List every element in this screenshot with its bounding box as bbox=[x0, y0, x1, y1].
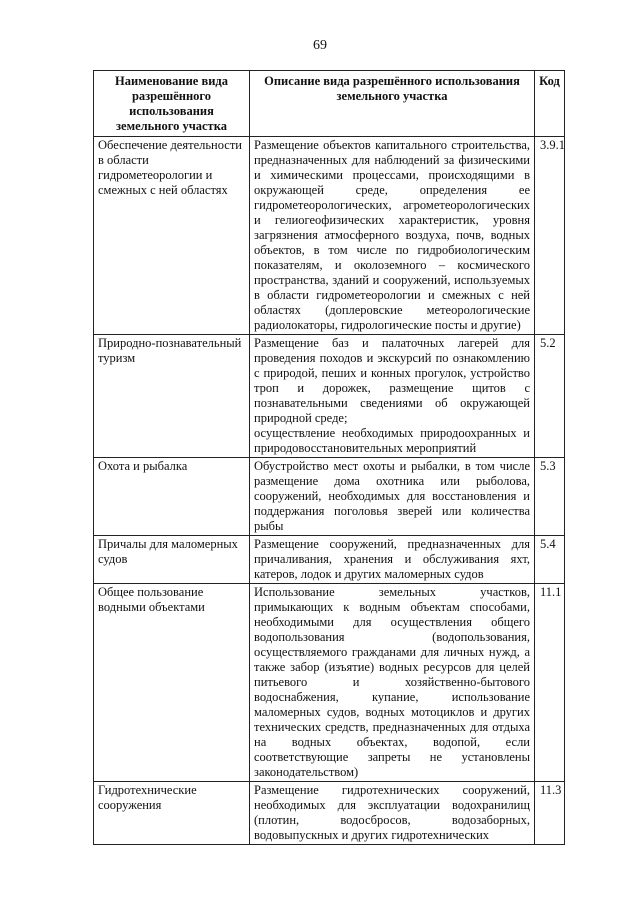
description-paragraph: Размещение гидротехнических сооружений, необходимых для эксплуатации водохранилищ (плотин, водосбросов, водозаборных, водовыпускных и других гидротехнических bbox=[254, 783, 530, 842]
description-paragraph: Обустройство мест охоты и рыбалки, в том числе размещение дома охотника или рыболова, сооружений, необходимых для восстановления и поддержания поголовья зверей или количества рыбы bbox=[254, 459, 530, 533]
row-code: 3.9.1 bbox=[535, 137, 565, 335]
table-row bbox=[94, 137, 565, 335]
row-name: Природно-познавательный туризм bbox=[94, 335, 250, 458]
row-name: Общее пользование водными объектами bbox=[94, 584, 250, 782]
row-description bbox=[250, 536, 535, 584]
row-description bbox=[250, 458, 535, 536]
row-description bbox=[250, 137, 535, 335]
row-name: Гидротехнические сооружения bbox=[94, 782, 250, 845]
row-name: Причалы для маломерных судов bbox=[94, 536, 250, 584]
description-paragraph: Использование земельных участков, примыкающих к водным объектам способами, необходимыми для осуществления общего водопользования (водопользования, осуществляемого гражданами для личных нужд, а также забор (изъятие) водных ресурсов для целей питьевого и хозяйственно-бытового водоснабжения, купание, использование маломерных судов, водных мотоциклов и других технических средств, предназначенных для отдыха на водных объектах, водопой, если соответствующие запреты не установлены законодательством) bbox=[254, 585, 530, 779]
row-description bbox=[250, 584, 535, 782]
table-row bbox=[94, 458, 565, 536]
row-name: Обеспечение деятельности в области гидрометеорологии и смежных с ней областях bbox=[94, 137, 250, 335]
description-paragraph: Размещение сооружений, предназначенных для причаливания, хранения и обслуживания яхт, катеров, лодок и других маломерных судов bbox=[254, 537, 530, 581]
page-number: 69 bbox=[313, 38, 327, 53]
table-row bbox=[94, 584, 565, 782]
table-row bbox=[94, 335, 565, 458]
table-header-row bbox=[94, 71, 565, 137]
header-code: Код bbox=[535, 71, 565, 137]
row-code: 5.4 bbox=[535, 536, 565, 584]
header-description: Описание вида разрешённого использования земельного участка bbox=[250, 71, 535, 137]
row-code: 5.3 bbox=[535, 458, 565, 536]
table-row bbox=[94, 536, 565, 584]
land-use-table bbox=[93, 70, 565, 845]
row-description bbox=[250, 335, 535, 458]
description-paragraph: Размещение объектов капитального строительства, предназначенных для наблюдений за физическими и химическими процессами, происходящими в окружающей среде, определения ее гидрометеорологических, агрометеорологических и гелиогеофизических характеристик, уровня загрязнения атмосферного воздуха, почв, водных объектов, в том числе по гидробиологическим показателям, и околоземного – космического пространства, зданий и сооружений, используемых в области гидрометеорологии и смежных с ней областях (доплеровские метеорологические радиолокаторы, гидрологические посты и другие) bbox=[254, 138, 530, 332]
row-code: 5.2 bbox=[535, 335, 565, 458]
row-name: Охота и рыбалка bbox=[94, 458, 250, 536]
description-paragraph: осуществление необходимых природоохранных и природовосстановительных мероприятий bbox=[254, 426, 530, 455]
row-code: 11.1 bbox=[535, 584, 565, 782]
row-description bbox=[250, 782, 535, 845]
description-paragraph: Размещение баз и палаточных лагерей для проведения походов и экскурсий по ознакомлению с природой, пеших и конных прогулок, устройство троп и дорожек, размещение щитов с познавательными сведениями об окружающей природной среде; bbox=[254, 336, 530, 425]
header-name: Наименование вида разрешённого использования земельного участка bbox=[94, 71, 250, 137]
table-row bbox=[94, 782, 565, 845]
row-code: 11.3 bbox=[535, 782, 565, 845]
